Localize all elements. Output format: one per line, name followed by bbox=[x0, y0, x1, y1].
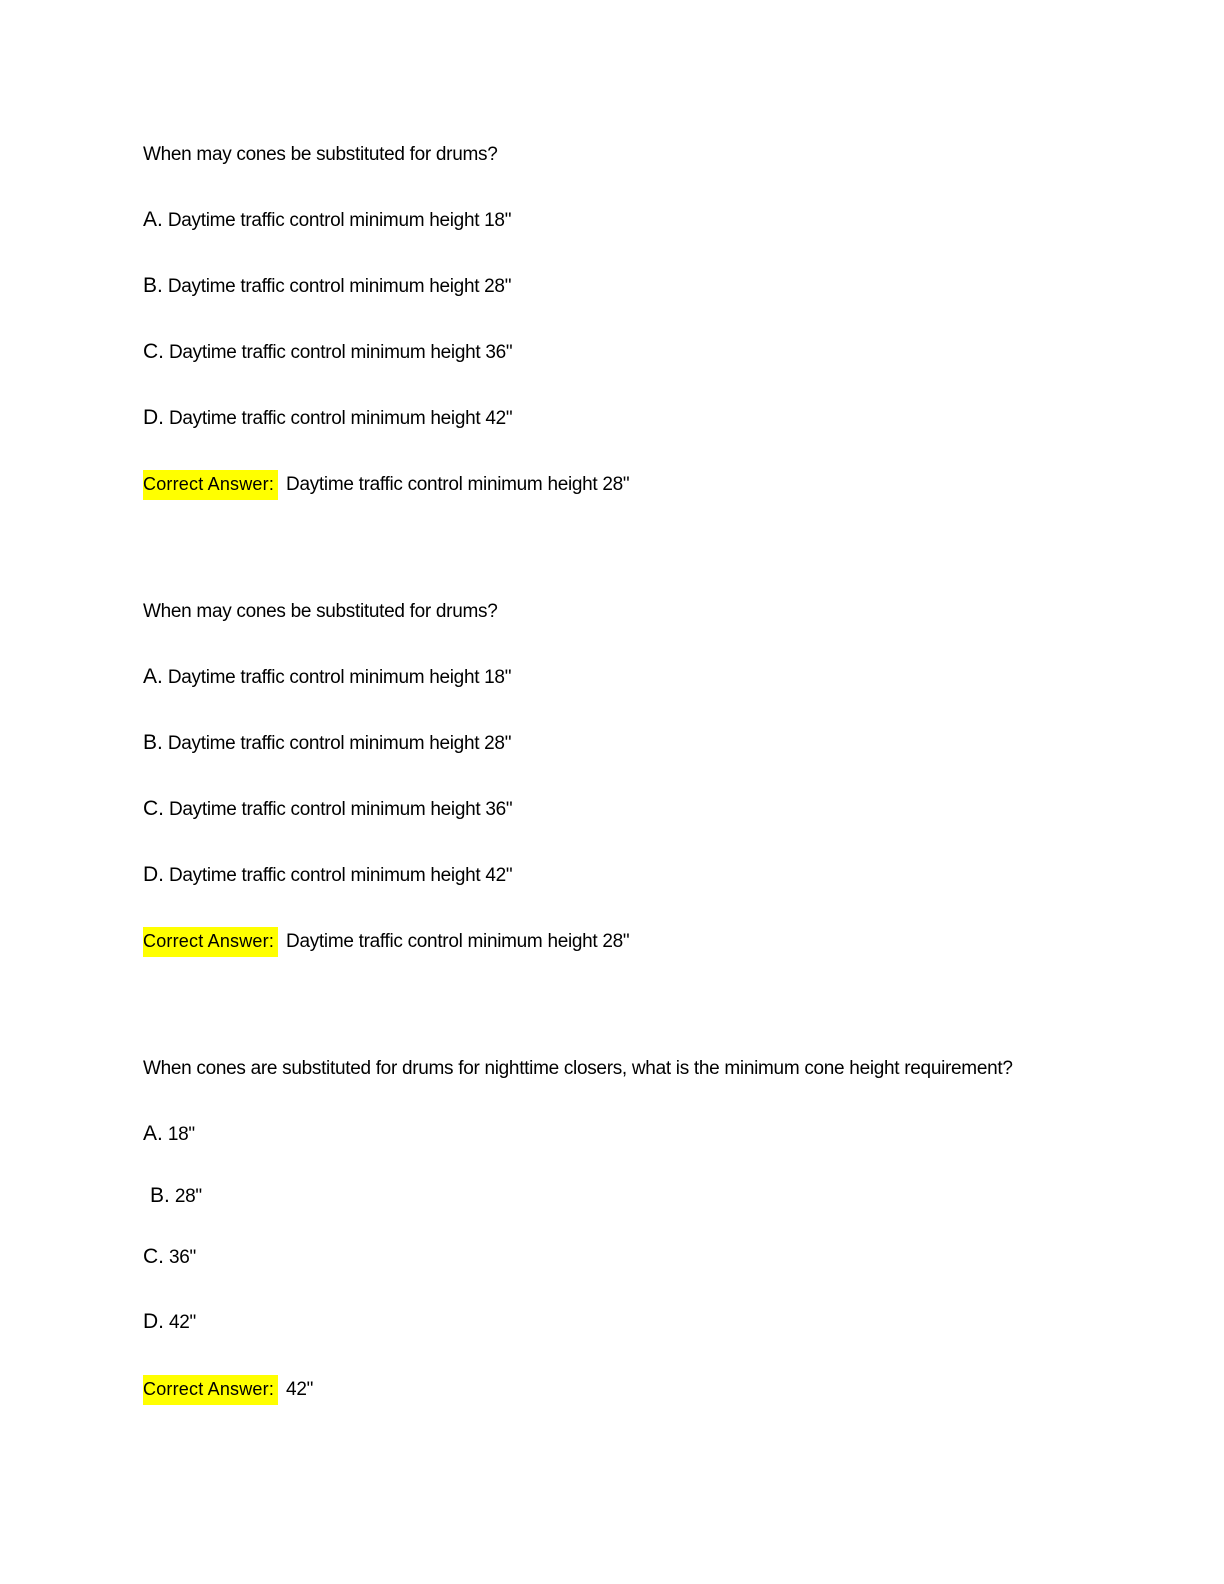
question-prompt: When cones are substituted for drums for nighttime closers, what is the minimum cone height requirement? bbox=[143, 1058, 1013, 1079]
option-letter: D. bbox=[143, 1310, 164, 1333]
option-c bbox=[143, 1245, 196, 1270]
option-c bbox=[143, 797, 512, 822]
option-d bbox=[143, 863, 512, 888]
option-text: Daytime traffic control minimum height 18" bbox=[167, 210, 512, 231]
correct-answer bbox=[143, 470, 629, 500]
option-letter: B. bbox=[143, 731, 163, 754]
option-letter: C. bbox=[143, 1245, 164, 1268]
option-d bbox=[143, 1310, 196, 1335]
option-letter: A. bbox=[143, 208, 163, 231]
option-a bbox=[143, 208, 511, 233]
option-letter: C. bbox=[143, 340, 164, 363]
correct-answer bbox=[143, 927, 629, 957]
option-letter: D. bbox=[143, 406, 164, 429]
option-b bbox=[143, 731, 511, 756]
option-b bbox=[143, 274, 511, 299]
option-text: Daytime traffic control minimum height 36" bbox=[168, 799, 513, 820]
correct-answer-label: Correct Answer: bbox=[143, 1375, 278, 1405]
option-letter: D. bbox=[143, 863, 164, 886]
option-a bbox=[143, 1122, 195, 1147]
option-text: Daytime traffic control minimum height 18" bbox=[167, 667, 512, 688]
option-b bbox=[150, 1184, 202, 1209]
option-a bbox=[143, 665, 511, 690]
correct-answer-label: Correct Answer: bbox=[143, 470, 278, 500]
option-letter: A. bbox=[143, 1122, 163, 1145]
option-text: Daytime traffic control minimum height 42" bbox=[168, 865, 513, 886]
correct-answer-text: Daytime traffic control minimum height 28" bbox=[286, 474, 630, 495]
question-prompt: When may cones be substituted for drums? bbox=[143, 144, 498, 165]
option-letter: A. bbox=[143, 665, 163, 688]
option-text: Daytime traffic control minimum height 28" bbox=[167, 733, 512, 754]
option-letter: B. bbox=[150, 1184, 170, 1207]
option-text: 18" bbox=[167, 1124, 195, 1145]
option-letter: B. bbox=[143, 274, 163, 297]
option-c bbox=[143, 340, 512, 365]
correct-answer-text: 42" bbox=[286, 1379, 314, 1400]
option-letter: C. bbox=[143, 797, 164, 820]
option-text: 42" bbox=[168, 1312, 196, 1333]
option-text: Daytime traffic control minimum height 28" bbox=[167, 276, 512, 297]
option-text: Daytime traffic control minimum height 42" bbox=[168, 408, 513, 429]
option-d bbox=[143, 406, 512, 431]
correct-answer-label: Correct Answer: bbox=[143, 927, 278, 957]
option-text: 28" bbox=[174, 1186, 202, 1207]
option-text: Daytime traffic control minimum height 36" bbox=[168, 342, 513, 363]
correct-answer bbox=[143, 1375, 313, 1405]
question-prompt: When may cones be substituted for drums? bbox=[143, 601, 498, 622]
correct-answer-text: Daytime traffic control minimum height 28" bbox=[286, 931, 630, 952]
option-text: 36" bbox=[168, 1247, 196, 1268]
